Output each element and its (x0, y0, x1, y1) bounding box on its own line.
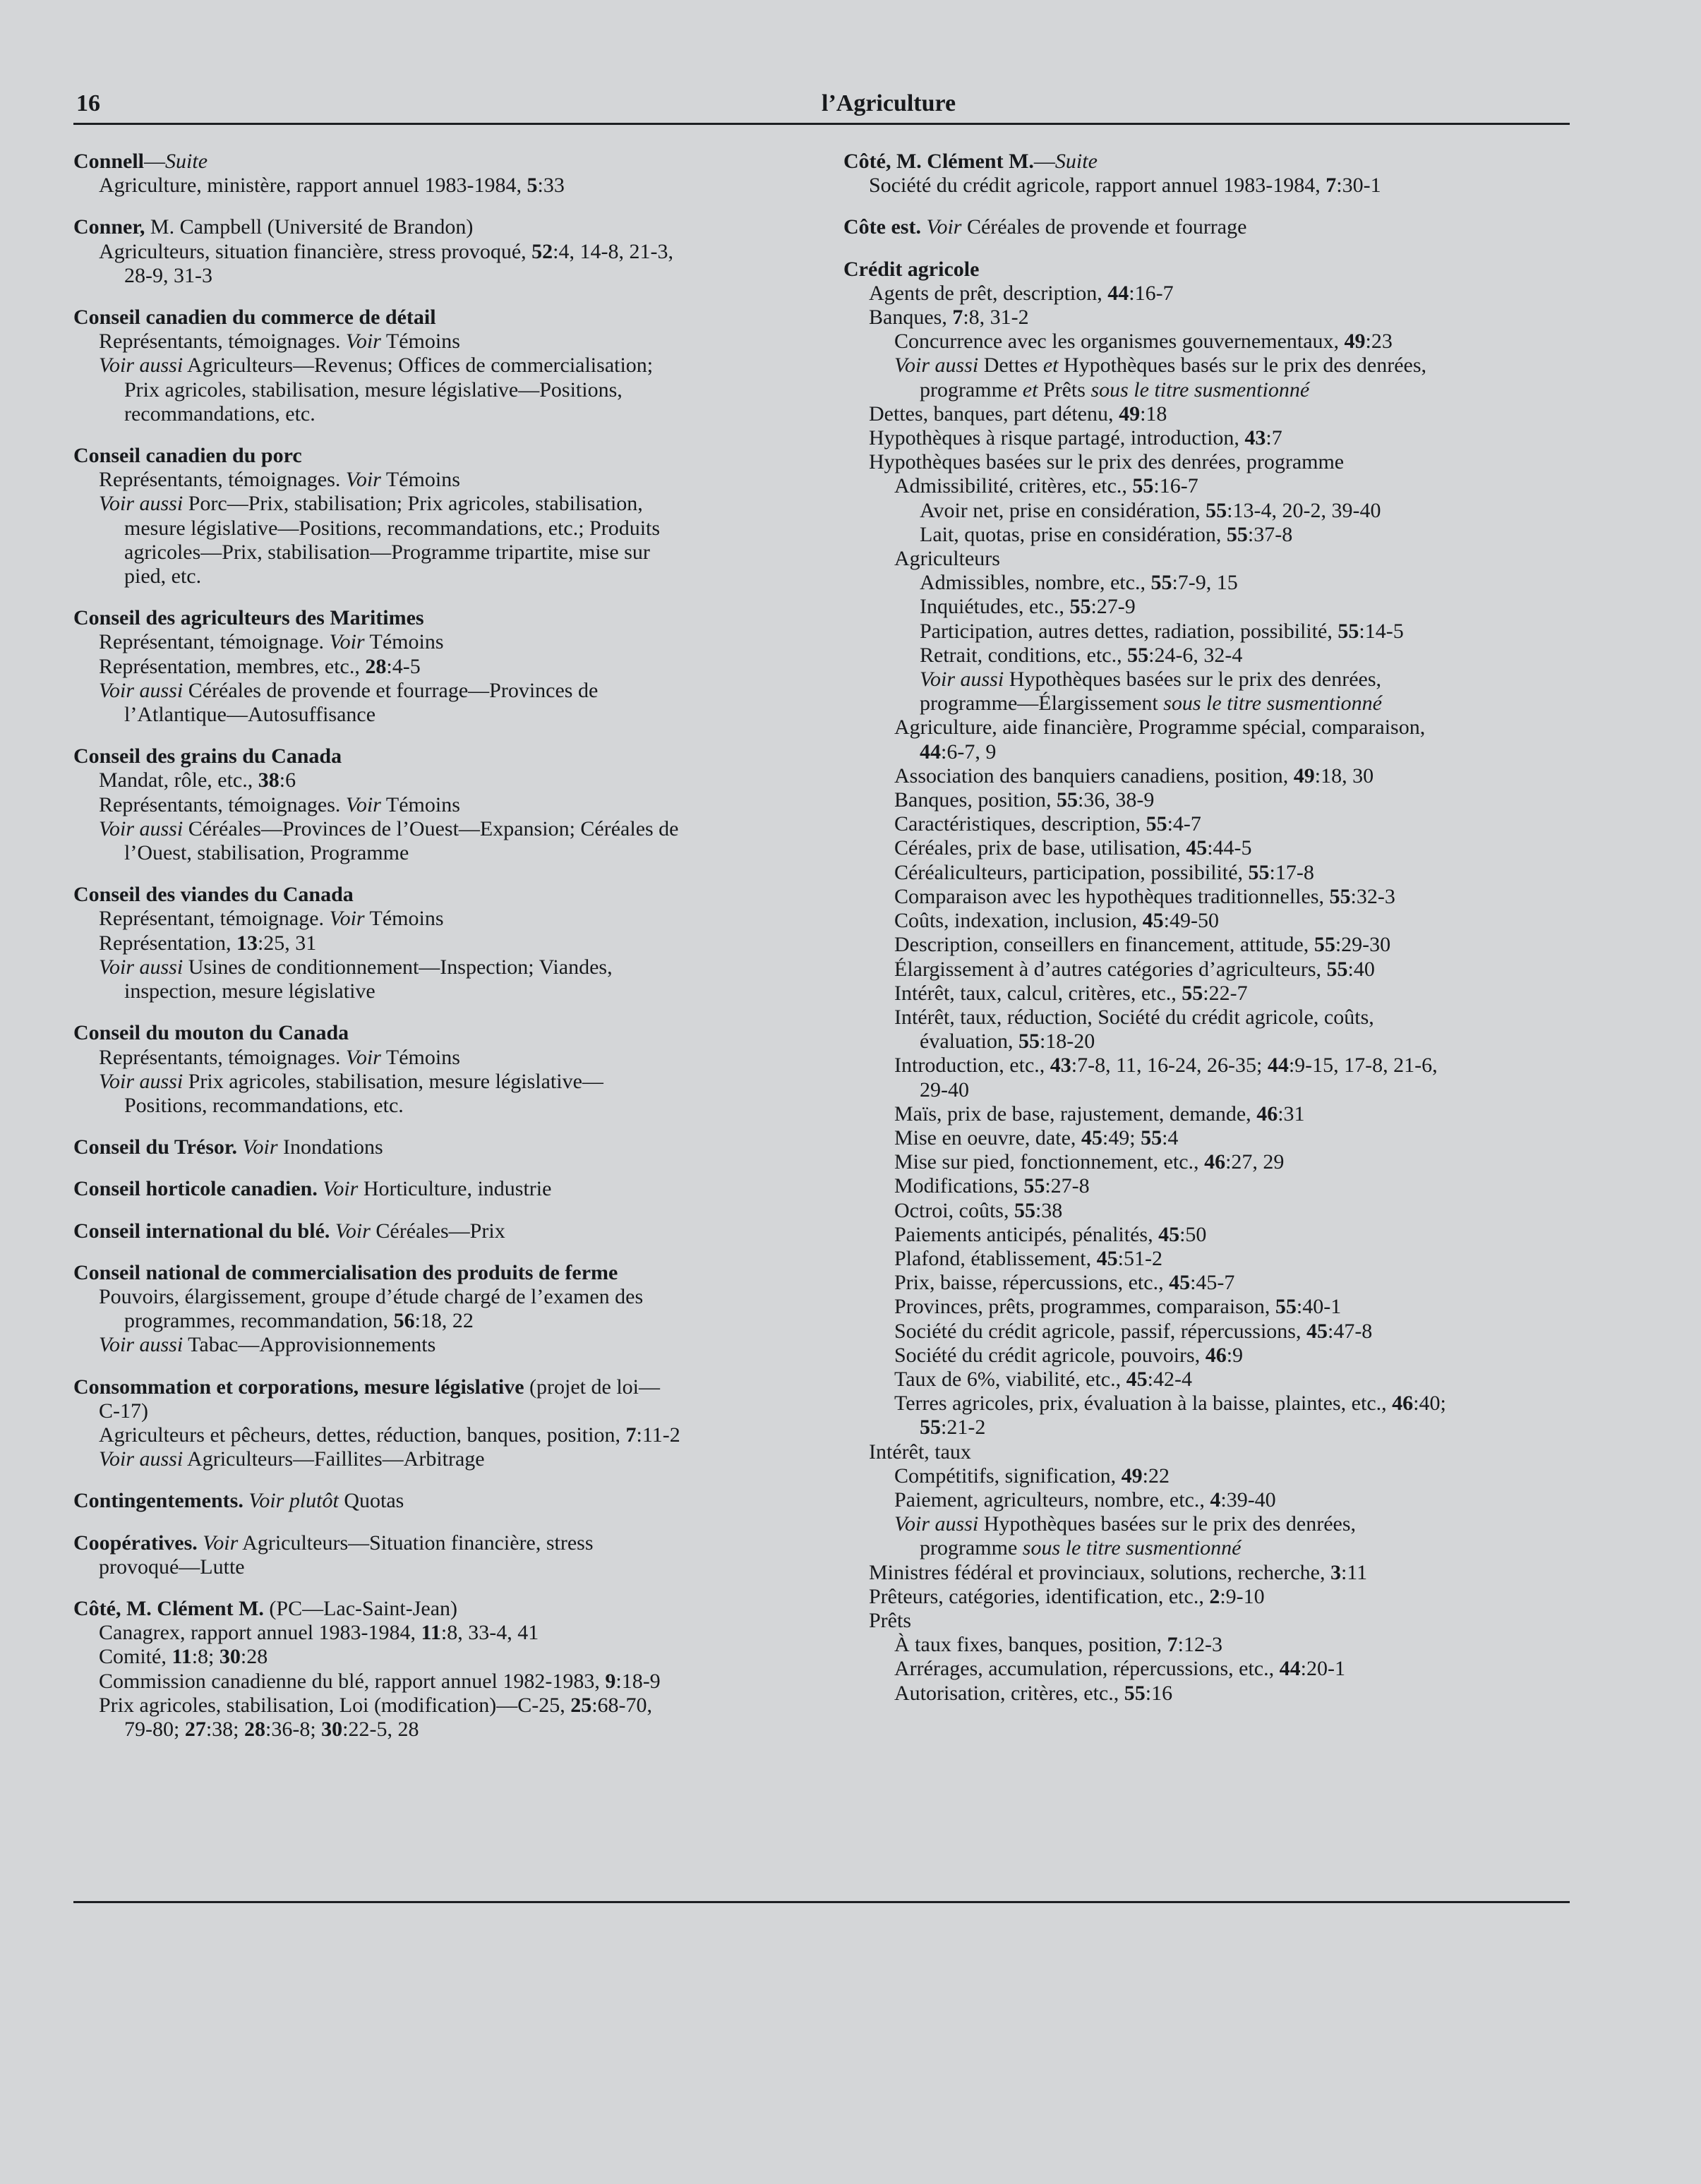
index-subentry: Arrérages, accumulation, répercussions, etc., 44:20-1 (894, 1657, 1345, 1681)
index-subentry: Banques, 7:8, 31-2 (869, 306, 1029, 330)
index-subentry: Voir aussi Céréales de provende et fourrage—Provinces de (99, 678, 599, 702)
index-subentry: Hypothèques à risque partagé, introduction, 43:7 (869, 426, 1282, 450)
index-subentry: Taux de 6%, viabilité, etc., 45:42-4 (894, 1367, 1192, 1391)
index-subentry: Voir aussi Prix agricoles, stabilisation, mesure législative— (99, 1069, 603, 1093)
index-subentry: Comité, 11:8; 30:28 (99, 1645, 268, 1669)
index-heading: Coopératives. Voir Agriculteurs—Situation financière, stress (73, 1531, 594, 1555)
index-heading: Consommation et corporations, mesure législative (projet de loi— (73, 1375, 660, 1399)
index-subentry: Voir aussi Hypothèques basées sur le prix des denrées, (920, 668, 1382, 692)
index-entry (73, 1135, 786, 1159)
index-subentry: Voir aussi Agriculteurs—Faillites—Arbitrage (99, 1447, 485, 1471)
index-subentry: Participation, autres dettes, radiation, possibilité, 55:14-5 (920, 619, 1404, 643)
index-heading: Conseil canadien du commerce de détail (73, 306, 436, 330)
index-entry (73, 215, 786, 288)
index-subentry: Représentant, témoignage. Voir Témoins (99, 630, 444, 654)
index-column-right (843, 150, 1574, 1723)
index-subentry: 28-9, 31-3 (124, 263, 212, 287)
index-subentry: Voir aussi Tabac—Approvisionnements (99, 1333, 436, 1357)
index-subentry: Retrait, conditions, etc., 55:24-6, 32-4 (920, 643, 1243, 667)
index-subentry: Voir aussi Porc—Prix, stabilisation; Prix agricoles, stabilisation, (99, 492, 643, 516)
index-heading: Crédit agricole (843, 257, 980, 281)
index-subentry: Céréales, prix de base, utilisation, 45:44-5 (894, 836, 1252, 860)
index-subentry: Société du crédit agricole, passif, répercussions, 45:47-8 (894, 1319, 1373, 1343)
index-subentry: 55:21-2 (920, 1416, 986, 1440)
index-subentry: Autorisation, critères, etc., 55:16 (894, 1681, 1173, 1705)
index-subentry: Terres agricoles, prix, évaluation à la baisse, plaintes, etc., 46:40; (894, 1392, 1446, 1416)
page-number: 16 (76, 90, 100, 116)
index-subentry: Prix agricoles, stabilisation, Loi (modification)—C-25, 25:68-70, (99, 1693, 653, 1717)
index-heading: Côté, M. Clément M.—Suite (843, 150, 1098, 173)
index-subentry: Représentation, membres, etc., 28:4-5 (99, 654, 421, 678)
running-title: l’Agriculture (822, 90, 956, 116)
index-subentry: Prix agricoles, stabilisation, mesure législative—Positions, (124, 378, 623, 402)
index-entry (73, 1021, 786, 1118)
index-entry (73, 1375, 786, 1472)
index-entry (73, 444, 786, 589)
index-subentry: provoqué—Lutte (99, 1555, 245, 1579)
index-subentry: l’Ouest, stabilisation, Programme (124, 841, 409, 865)
index-subentry: Prêts (869, 1608, 911, 1632)
index-heading: Côte est. Voir Céréales de provende et fourrage (843, 215, 1247, 239)
index-subentry: inspection, mesure législative (124, 979, 375, 1003)
index-entry (73, 744, 786, 865)
index-subentry: Voir aussi Hypothèques basées sur le prix des denrées, (894, 1512, 1357, 1536)
index-entry (73, 150, 786, 198)
index-entry (843, 258, 1574, 1706)
index-subentry: Agents de prêt, description, 44:16-7 (869, 281, 1174, 305)
index-subentry: Commission canadienne du blé, rapport annuel 1982-1983, 9:18-9 (99, 1669, 661, 1693)
index-subentry: Représentation, 13:25, 31 (99, 931, 317, 955)
index-subentry: programme sous le titre susmentionné (920, 1536, 1242, 1560)
index-subentry: Voir aussi Dettes et Hypothèques basés sur le prix des denrées, (894, 354, 1427, 378)
index-subentry: Élargissement à d’autres catégories d’agriculteurs, 55:40 (894, 957, 1375, 981)
index-subentry: C-17) (99, 1399, 148, 1423)
index-subentry: Agriculteurs et pêcheurs, dettes, réduction, banques, position, 7:11-2 (99, 1423, 680, 1447)
index-entry (73, 1489, 786, 1513)
index-subentry: Agriculteurs, situation financière, stress provoqué, 52:4, 14-8, 21-3, (99, 239, 673, 263)
index-subentry: Hypothèques basées sur le prix des denrées, programme (869, 450, 1345, 474)
index-heading: Côté, M. Clément M. (PC—Lac-Saint-Jean) (73, 1596, 457, 1620)
index-subentry: Introduction, etc., 43:7-8, 11, 16-24, 26-35; 44:9-15, 17-8, 21-6, (894, 1054, 1438, 1078)
index-subentry: Mise sur pied, fonctionnement, etc., 46:27, 29 (894, 1150, 1285, 1174)
bottom-rule (73, 1901, 1570, 1903)
index-subentry: Banques, position, 55:36, 38-9 (894, 788, 1155, 812)
index-subentry: 79-80; 27:38; 28:36-8; 30:22-5, 28 (124, 1717, 419, 1741)
index-heading: Conseil du mouton du Canada (73, 1021, 349, 1045)
index-subentry: Admissibilité, critères, etc., 55:16-7 (894, 474, 1198, 498)
index-subentry: Prêteurs, catégories, identification, etc., 2:9-10 (869, 1584, 1265, 1608)
index-subentry: Représentants, témoignages. Voir Témoins (99, 1045, 460, 1069)
index-subentry: Mandat, rôle, etc., 38:6 (99, 768, 296, 792)
index-entry (73, 1531, 786, 1579)
index-subentry: Admissibles, nombre, etc., 55:7-9, 15 (920, 571, 1238, 595)
index-subentry: programme—Élargissement sous le titre susmentionné (920, 692, 1382, 716)
index-entry (73, 883, 786, 1003)
index-subentry: pied, etc. (124, 565, 202, 589)
index-subentry: Comparaison avec les hypothèques traditionnelles, 55:32-3 (894, 884, 1395, 908)
index-entry (73, 606, 786, 727)
index-subentry: Voir aussi Usines de conditionnement—Inspection; Viandes, (99, 955, 613, 979)
index-heading: Conseil international du blé. Voir Céréales—Prix (73, 1219, 505, 1243)
index-subentry: Coûts, indexation, inclusion, 45:49-50 (894, 909, 1219, 933)
index-subentry: Avoir net, prise en considération, 55:13-4, 20-2, 39-40 (920, 498, 1381, 522)
index-subentry: Description, conseillers en financement, attitude, 55:29-30 (894, 933, 1391, 957)
index-subentry: programme et Prêts sous le titre susmentionné (920, 378, 1310, 402)
index-entry (843, 150, 1574, 198)
index-subentry: Association des banquiers canadiens, position, 49:18, 30 (894, 764, 1374, 788)
index-subentry: Maïs, prix de base, rajustement, demande, 46:31 (894, 1102, 1305, 1126)
index-heading: Connell—Suite (73, 150, 208, 173)
index-subentry: Provinces, prêts, programmes, comparaison, 55:40-1 (894, 1295, 1342, 1319)
index-subentry: Inquiétudes, etc., 55:27-9 (920, 595, 1136, 619)
index-subentry: mesure législative—Positions, recommandations, etc.; Produits (124, 516, 661, 540)
index-subentry: l’Atlantique—Autosuffisance (124, 703, 376, 727)
index-column-left (73, 150, 786, 1759)
index-subentry: évaluation, 55:18-20 (920, 1030, 1095, 1054)
index-subentry: Représentants, témoignages. Voir Témoins (99, 792, 460, 816)
index-entry (73, 1219, 786, 1243)
index-subentry: Voir aussi Agriculteurs—Revenus; Offices de commercialisation; (99, 354, 654, 378)
index-subentry: Intérêt, taux (869, 1440, 971, 1464)
index-subentry: Modifications, 55:27-8 (894, 1174, 1090, 1198)
index-subentry: Caractéristiques, description, 55:4-7 (894, 812, 1201, 836)
index-entry (843, 215, 1574, 239)
index-subentry: Représentant, témoignage. Voir Témoins (99, 907, 444, 931)
index-subentry: 44:6-7, 9 (920, 740, 997, 764)
index-heading: Conseil des viandes du Canada (73, 883, 354, 907)
index-subentry: Pouvoirs, élargissement, groupe d’étude chargé de l’examen des (99, 1284, 644, 1308)
index-entry (73, 1177, 786, 1201)
index-heading: Conseil des agriculteurs des Maritimes (73, 606, 424, 630)
index-subentry: Canagrex, rapport annuel 1983-1984, 11:8, 33-4, 41 (99, 1621, 539, 1645)
index-subentry: agricoles—Prix, stabilisation—Programme tripartite, mise sur (124, 540, 650, 564)
index-subentry: Société du crédit agricole, rapport annuel 1983-1984, 7:30-1 (869, 174, 1381, 198)
index-subentry: Agriculteurs (894, 547, 1000, 571)
index-subentry: À taux fixes, banques, position, 7:12-3 (894, 1633, 1222, 1657)
index-heading: Conseil canadien du porc (73, 444, 302, 468)
index-subentry: Intérêt, taux, calcul, critères, etc., 55:22-7 (894, 981, 1248, 1005)
index-subentry: Positions, recommandations, etc. (124, 1093, 404, 1117)
index-heading: Contingentements. Voir plutôt Quotas (73, 1489, 404, 1513)
index-subentry: Représentants, témoignages. Voir Témoins (99, 468, 460, 492)
index-subentry: Société du crédit agricole, pouvoirs, 46:9 (894, 1343, 1244, 1367)
index-subentry: Plafond, établissement, 45:51-2 (894, 1246, 1162, 1270)
index-subentry: recommandations, etc. (124, 402, 315, 426)
index-entry (73, 1261, 786, 1358)
index-subentry: Compétitifs, signification, 49:22 (894, 1464, 1170, 1488)
index-subentry: 29-40 (920, 1078, 969, 1102)
index-subentry: Mise en oeuvre, date, 45:49; 55:4 (894, 1126, 1179, 1150)
index-subentry: Concurrence avec les organismes gouvernementaux, 49:23 (894, 330, 1393, 354)
index-subentry: Agriculture, aide financière, Programme spécial, comparaison, (894, 716, 1426, 740)
index-heading: Conseil du Trésor. Voir Inondations (73, 1135, 383, 1159)
index-subentry: Prix, baisse, répercussions, etc., 45:45-7 (894, 1271, 1235, 1295)
index-subentry: Lait, quotas, prise en considération, 55:37-8 (920, 522, 1293, 546)
index-subentry: Dettes, banques, part détenu, 49:18 (869, 402, 1167, 426)
index-heading: Conseil des grains du Canada (73, 744, 342, 768)
index-subentry: Paiements anticipés, pénalités, 45:50 (894, 1222, 1207, 1246)
index-subentry: Ministres fédéral et provinciaux, solutions, recherche, 3:11 (869, 1560, 1368, 1584)
index-heading: Conseil national de commercialisation des produits de ferme (73, 1260, 618, 1284)
index-entry (73, 306, 786, 426)
index-subentry: Céréaliculteurs, participation, possibilité, 55:17-8 (894, 860, 1314, 884)
index-subentry: Agriculture, ministère, rapport annuel 1983-1984, 5:33 (99, 174, 565, 198)
index-heading: Conseil horticole canadien. Voir Horticulture, industrie (73, 1177, 552, 1201)
page-header (73, 88, 1570, 125)
index-entry (73, 1597, 786, 1742)
index-subentry: Représentants, témoignages. Voir Témoins (99, 330, 460, 354)
index-subentry: Intérêt, taux, réduction, Société du crédit agricole, coûts, (894, 1005, 1374, 1029)
index-subentry: Octroi, coûts, 55:38 (894, 1198, 1063, 1222)
index-subentry: Paiement, agriculteurs, nombre, etc., 4:39-40 (894, 1488, 1276, 1512)
index-subentry: Voir aussi Céréales—Provinces de l’Ouest—Expansion; Céréales de (99, 816, 679, 840)
index-subentry: programmes, recommandation, 56:18, 22 (124, 1309, 474, 1333)
index-heading: Conner, M. Campbell (Université de Brandon) (73, 215, 474, 239)
